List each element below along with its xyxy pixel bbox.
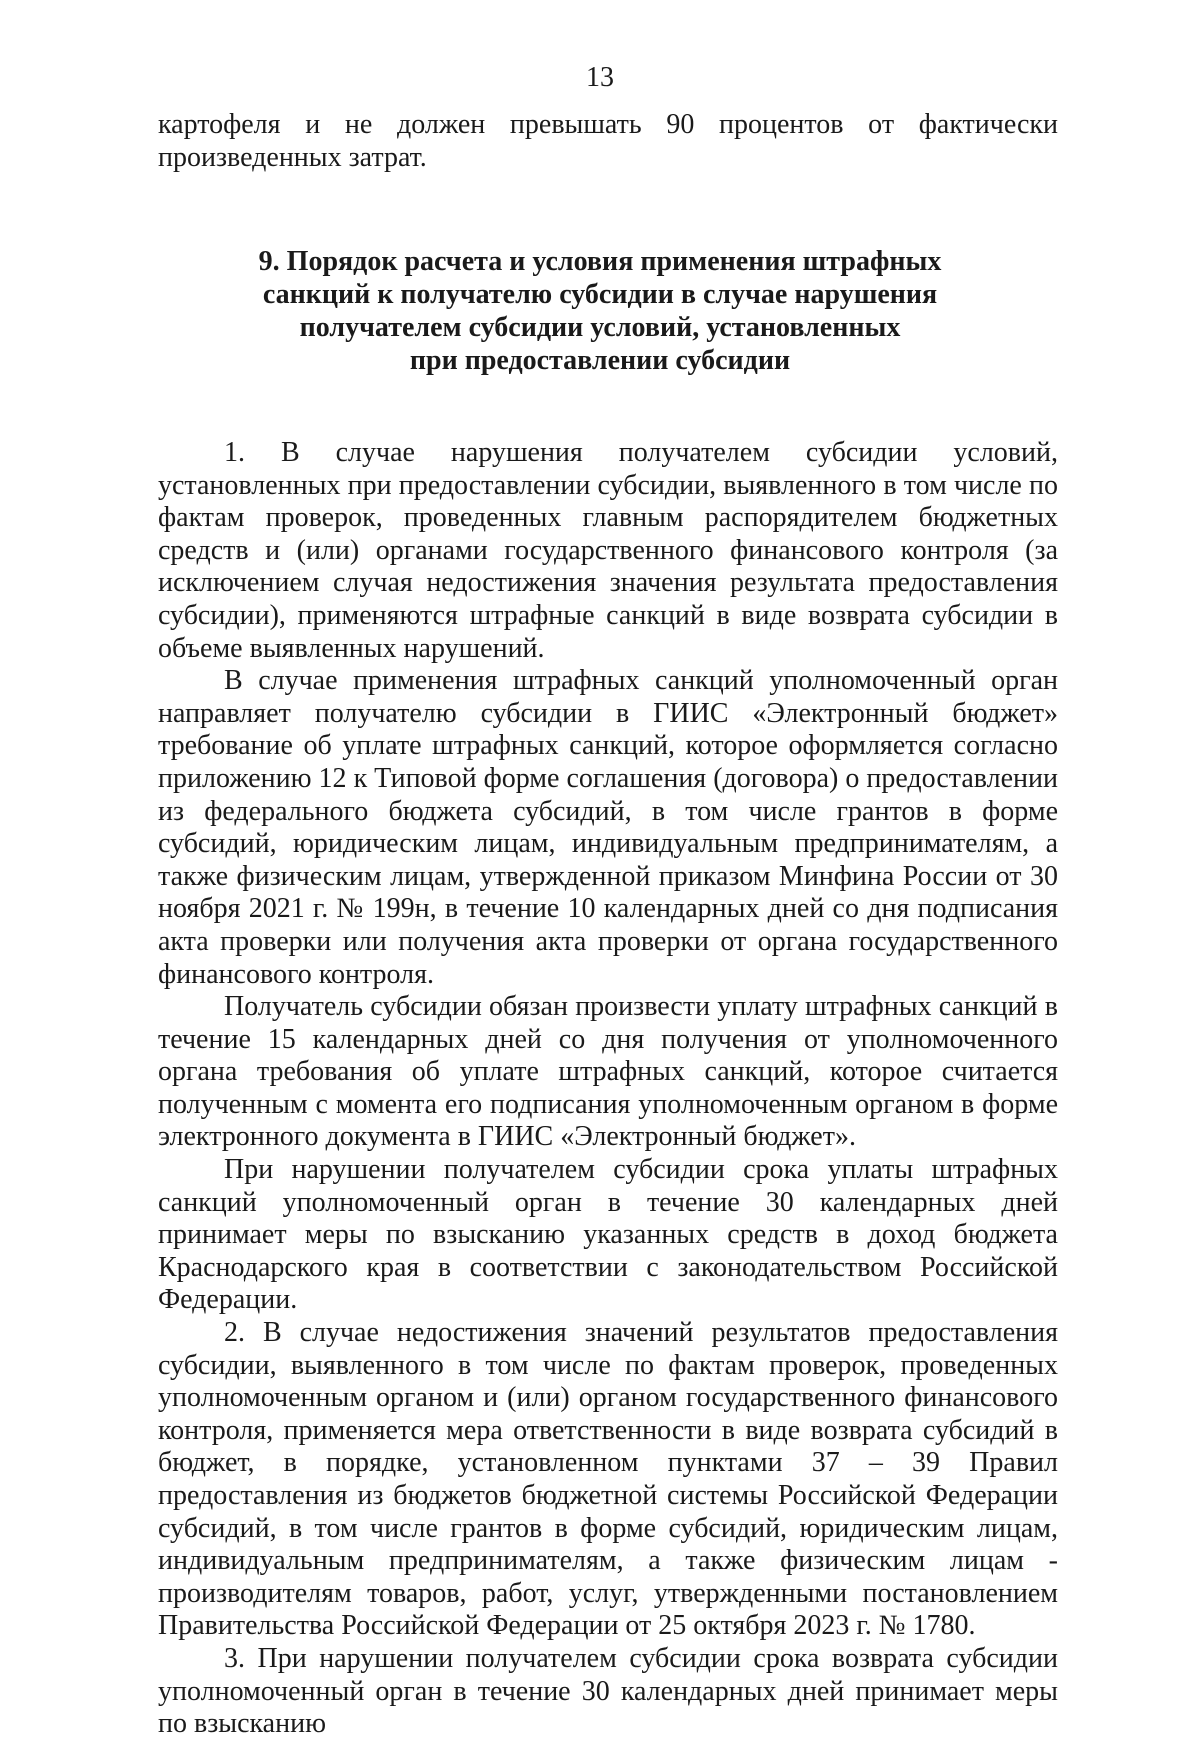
section-heading-line: получателем субсидии условий, установленных xyxy=(299,312,901,343)
paragraph-payment-violation: При нарушении получателем субсидии срока уплаты штрафных санкций уполномоченный орган в течение 30 календарных дней принимает меры по взысканию указанных средств в доход бюджета Краснодарского края в соответствии с законодательством Российской Федерации. xyxy=(158,1154,1058,1316)
paragraph-1-penalty-sanctions: 1. В случае нарушения получателем субсидии условий, установленных при предоставлении субсидии, выявленного в том числе по фактам проверок, проведенных главным распорядителем бюджетных средств и (или) органами государственного финансового контроля (за исключением случая недостижения значения результата предоставления субсидии), применяются штрафные санкций в виде возврата субсидии в объеме выявленных нарушений. xyxy=(158,437,1058,664)
section-heading-line: при предоставлении субсидии xyxy=(409,345,791,376)
intro-paragraph: картофеля и не должен превышать 90 процентов от фактически произведенных затрат. xyxy=(158,109,1058,173)
paragraph-3-return-violation: 3. При нарушении получателем субсидии срока возврата субсидии уполномоченный орган в течение 30 календарных дней принимает меры по взысканию xyxy=(158,1642,1058,1740)
paragraph-penalty-demand: В случае применения штрафных санкций уполномоченный орган направляет получателю субсидии в ГИИС «Электронный бюджет» требование об уплате штрафных санкций, которое оформляется согласно приложению 12 к Типовой форме соглашения (договора) о предоставлении из федерального бюджета субсидий, в том числе грантов в форме субсидий, юридическим лицам, индивидуальным предпринимателям, а также физическим лицам, утвержденной приказом Минфина России от 30 ноября 2021 г. № 199н, в течение 10 календарных дней со дня подписания акта проверки или получения акта проверки от органа государственного финансового контроля. xyxy=(158,665,1058,990)
page-number: 13 xyxy=(586,62,614,93)
paragraph-2-results-not-achieved: 2. В случае недостижения значений результатов предоставления субсидии, выявленного в том числе по фактам проверок, проведенных уполномоченным органом и (или) органом государственного финансового контроля, применяется мера ответственности в виде возврата субсидий в бюджет, в порядке, установленном пунктами 37 – 39 Правил предоставления из бюджетов бюджетной системы Российской Федерации субсидий, в том числе грантов в форме субсидий, юридическим лицам, индивидуальным предпринимателям, а также физическим лицам - производителям товаров, работ, услуг, утвержденными постановлением Правительства Российской Федерации от 25 октября 2023 г. № 1780. xyxy=(158,1317,1058,1642)
paragraph-payment-term: Получатель субсидии обязан произвести уплату штрафных санкций в течение 15 календарных дней со дня получения от уполномоченного органа требования об уплате штрафных санкций, которое считается полученным с момента его подписания уполномоченным органом в форме электронного документа в ГИИС «Электронный бюджет». xyxy=(158,991,1058,1153)
section-heading xyxy=(0,245,1200,377)
document-body xyxy=(158,437,1058,1741)
section-heading-line: санкций к получателю субсидии в случае нарушения xyxy=(262,279,938,310)
section-heading-line: 9. Порядок расчета и условия применения штрафных xyxy=(258,246,942,277)
